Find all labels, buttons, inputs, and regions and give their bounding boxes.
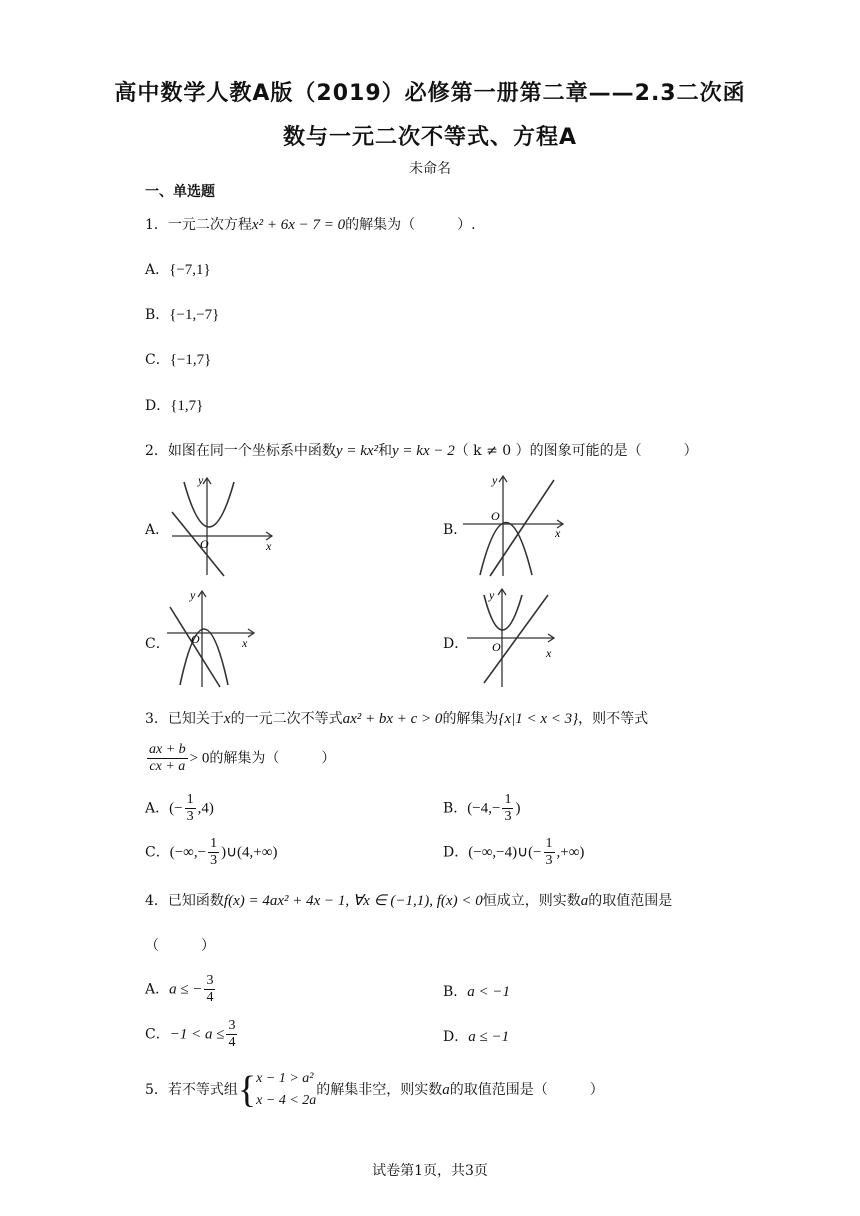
q2-option-c-label[interactable]: C． (145, 636, 170, 652)
q1-option-d[interactable] (145, 395, 203, 415)
parabola (184, 482, 234, 527)
q2-cond: （ k ≠ 0 ） (454, 443, 530, 459)
q5-var: a (442, 1082, 450, 1098)
q1-text-pre: 1．一元二次方程 (145, 217, 252, 233)
q1-option-b[interactable] (145, 304, 219, 324)
q4-option-c[interactable] (145, 1018, 239, 1051)
question-5 (145, 1068, 604, 1112)
q3-text-post: ，则不等式 (578, 711, 649, 727)
q4-text-post: 恒成立，则实数 (482, 893, 581, 909)
line (484, 595, 548, 683)
page-footer: 试卷第1页，共3页 (372, 1163, 488, 1179)
axis-y-label: y (492, 473, 498, 487)
q2-graph-b[interactable] (458, 470, 578, 580)
axis-x-label: x (546, 646, 552, 660)
q2-graph-d[interactable] (462, 585, 572, 690)
q3-option-a[interactable] (145, 792, 214, 825)
q1-text-post: 的解集为（ ）. (345, 217, 476, 233)
subtitle: 未命名 (409, 161, 451, 177)
question-2 (145, 440, 698, 460)
q3-frac-den: cx + a (149, 759, 186, 774)
q5-text-post2: 的取值范围是（ ） (449, 1082, 604, 1098)
option-post: ,+∞) (556, 844, 585, 861)
q2-expr1: y = kx² (335, 443, 379, 459)
frac-den: 3 (545, 853, 553, 868)
line (170, 607, 220, 687)
q5-row1: x − 1 > a² (256, 1071, 314, 1086)
frac-num: 1 (545, 836, 553, 851)
q4-option-d[interactable] (443, 1026, 509, 1046)
option-label: D． (443, 844, 469, 861)
option-label: C． (145, 352, 170, 368)
line (172, 512, 224, 576)
q4-text-post2: 的取值范围是 (588, 893, 673, 909)
q5-text-pre: 5．若不等式组 (145, 1082, 238, 1098)
option-value: {−1,−7} (169, 307, 220, 323)
section-heading: 一、单选题 (145, 184, 215, 200)
frac-num: 1 (504, 792, 512, 807)
q2-text-post: 的图象可能的是（ ） (529, 443, 698, 459)
axis-y-label: y (190, 588, 196, 602)
option-label: A． (145, 981, 170, 998)
option-pre: −1 < a ≤ (169, 1026, 225, 1043)
option-post: ) (515, 800, 521, 817)
q3-text-mid: 的一元二次不等式 (230, 711, 343, 727)
q2-graph-c[interactable] (162, 585, 272, 690)
q4-option-b[interactable] (443, 981, 510, 1001)
question-3 (145, 708, 648, 728)
option-post: )∪(4,+∞) (221, 844, 278, 861)
question-4 (145, 890, 672, 910)
option-pre: a ≤ − (169, 981, 203, 998)
option-pre: a < −1 (467, 984, 511, 1000)
option-pre: (−∞,−4)∪(− (468, 844, 542, 861)
q4-expr: f(x) = 4ax² + 4x − 1, ∀x ∈ (−1,1), f(x) < 0 (223, 893, 483, 909)
frac-den: 4 (228, 1035, 236, 1050)
q1-expr: x² + 6x − 7 = 0 (251, 217, 346, 233)
option-label: B． (443, 984, 468, 1000)
q4-paren: （ ） (145, 938, 215, 954)
frac-num: 3 (228, 1018, 236, 1033)
q2-mid: 和 (378, 443, 393, 459)
option-post: ,4) (197, 800, 214, 817)
q2-option-b-label[interactable]: B． (443, 522, 468, 538)
q3-gt: > 0 (189, 750, 210, 767)
option-value: {−1,7} (169, 352, 212, 368)
q5-text-post: 的解集非空，则实数 (316, 1082, 443, 1098)
q3-option-b[interactable] (443, 792, 520, 825)
frac-num: 1 (186, 792, 194, 807)
q3-text-pre: 3．已知关于 (145, 711, 224, 727)
q1-option-a[interactable] (145, 259, 211, 279)
axis-x-label: x (242, 636, 248, 650)
q2-option-a-label[interactable]: A． (145, 522, 170, 538)
q5-inequality-system: { x − 1 > a² x − 4 < 2a (237, 1069, 317, 1111)
option-label: B． (443, 800, 468, 817)
q5-row2: x − 4 < 2a (256, 1093, 317, 1108)
axis-x-label: x (266, 539, 272, 553)
option-value: {−7,1} (169, 262, 211, 278)
origin-label: O (491, 509, 500, 523)
axis-y-label: y (198, 473, 204, 487)
q3-var: x (223, 711, 231, 727)
parabola (180, 629, 228, 685)
option-label: D． (443, 1029, 469, 1045)
q4-text-pre: 4．已知函数 (145, 893, 224, 909)
q4-var: a (580, 893, 589, 909)
frac-den: 3 (186, 809, 194, 824)
page-title-line1: 高中数学人教A版（2019）必修第一册第二章——2.3二次函 (114, 81, 746, 106)
q1-option-c[interactable] (145, 349, 211, 369)
q2-graph-a[interactable] (162, 470, 282, 580)
q2-option-d-label[interactable]: D． (443, 636, 469, 652)
q3-frac-num: ax + b (149, 742, 186, 757)
option-label: C． (145, 1026, 170, 1043)
option-label: A． (145, 800, 170, 817)
page-title-line2: 数与一元二次不等式、方程A (282, 125, 578, 150)
q3-text-post2: 的解集为（ ） (209, 750, 336, 767)
frac-num: 3 (206, 973, 214, 988)
q2-expr2: y = kx − 2 (392, 443, 455, 459)
origin-label: O (191, 632, 200, 646)
q3-set: {x|1 < x < 3} (498, 711, 579, 727)
option-pre: (− (169, 800, 183, 817)
option-label: A． (145, 262, 170, 278)
question-3-line2 (145, 742, 335, 775)
option-value: {1,7} (170, 398, 204, 414)
option-pre: (−∞,− (169, 844, 207, 861)
axis-y-label: y (489, 588, 495, 602)
frac-den: 3 (504, 809, 512, 824)
q4-option-a[interactable] (145, 973, 217, 1006)
q3-expr: ax² + bx + c > 0 (342, 711, 443, 727)
option-label: B． (145, 307, 170, 323)
origin-label: O (492, 640, 501, 654)
option-pre: (−4,− (467, 800, 501, 817)
axis-x-label: x (555, 526, 561, 540)
parabola (480, 523, 532, 576)
question-1 (145, 214, 476, 234)
frac-num: 1 (210, 836, 218, 851)
frac-den: 3 (210, 853, 218, 868)
origin-label: O (200, 537, 209, 551)
option-pre: a ≤ −1 (468, 1029, 510, 1045)
line (490, 480, 554, 576)
q3-text-mid2: 的解集为 (442, 711, 499, 727)
option-label: C． (145, 844, 170, 861)
q3-option-d[interactable] (443, 836, 584, 869)
frac-den: 4 (206, 990, 214, 1005)
q3-option-c[interactable] (145, 836, 277, 869)
option-label: D． (145, 398, 171, 414)
q2-text-pre: 2．如图在同一个坐标系中函数 (145, 443, 336, 459)
